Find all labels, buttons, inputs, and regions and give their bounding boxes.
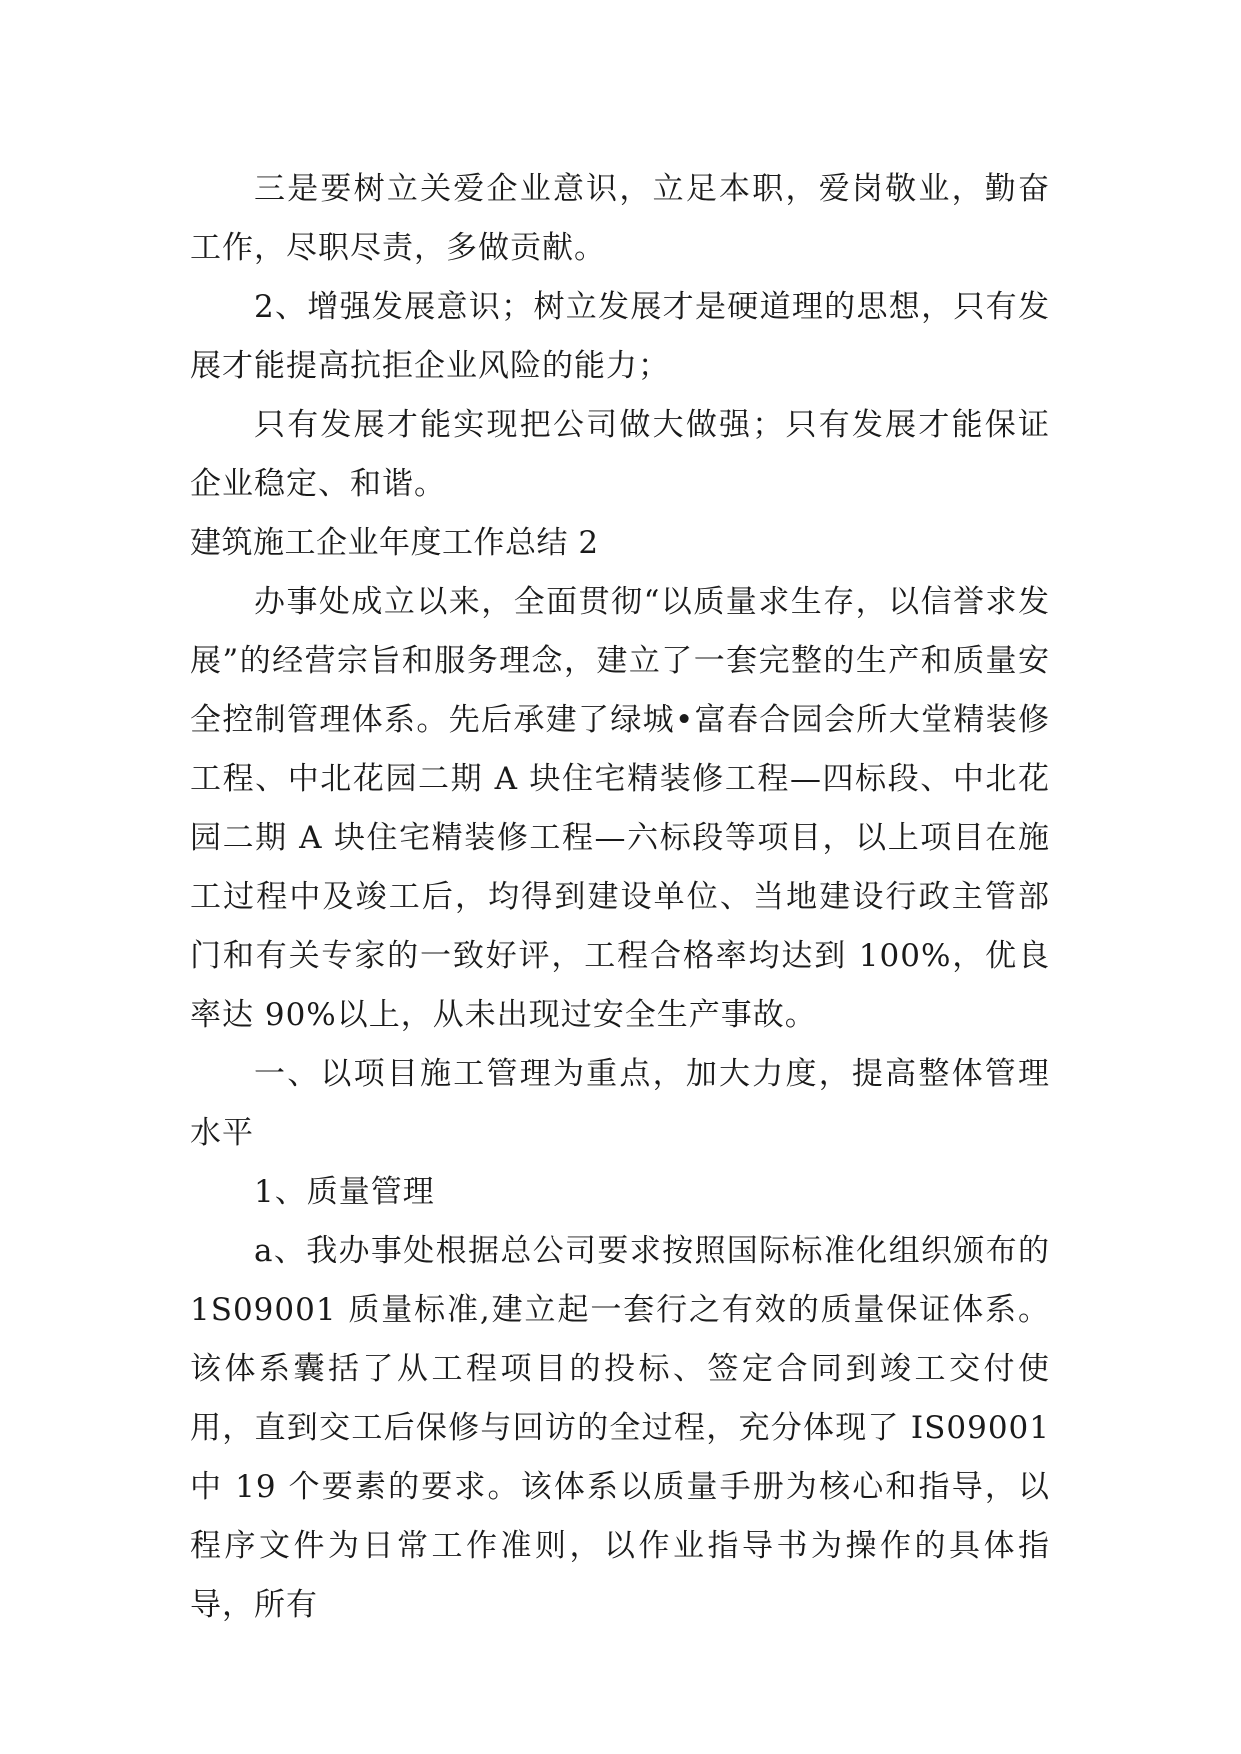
- paragraph-development-only: 只有发展才能实现把公司做大做强；只有发展才能保证企业稳定、和谐。: [190, 407, 1050, 502]
- paragraph-office-overview: 办事处成立以来，全面贯彻“以质量求生存，以信誉求发展”的经营宗旨和服务理念，建立了一套完整的生产和质量安全控制管理体系。先后承建了绿城•富春合园会所大堂精装修工程、中北花园二期 A 块住宅精装修工程—四标段、中北花园二期 A 块住宅精装修工程—六标段等项目，以上项目在施工过程中及竣工后，均得到建设单位、当地建设行政主管部门和有关专家的一致好评，工程合格率均达到 100%，优良率达 90%以上，从未出现过安全生产事故。: [190, 584, 1050, 1033]
- paragraph-quality-system: a、我办事处根据总公司要求按照国际标准化组织颁布的 1S09001 质量标准,建立起一套行之有效的质量保证体系。该体系囊括了从工程项目的投标、签定合同到竣工交付使用，直到交工后保修与回访的全过程，充分体现了 IS09001 中 19 个要素的要求。该体系以质量手册为核心和指导，以程序文件为日常工作准则，以作业指导书为操作的具体指导，所有: [190, 1233, 1050, 1623]
- paragraph-care-awareness: 三是要树立关爱企业意识，立足本职，爱岗敬业，勤奋工作，尽职尽责，多做贡献。: [190, 171, 1050, 266]
- section-heading: 建筑施工企业年度工作总结 2: [190, 525, 599, 561]
- document-body: [190, 160, 1050, 1635]
- paragraph-section-one: 一、以项目施工管理为重点，加大力度，提高整体管理水平: [190, 1056, 1050, 1151]
- paragraph-quality-management: 1、质量管理: [254, 1174, 435, 1210]
- paragraph-development-awareness: 2、增强发展意识；树立发展才是硬道理的思想，只有发展才能提高抗拒企业风险的能力；: [190, 289, 1050, 384]
